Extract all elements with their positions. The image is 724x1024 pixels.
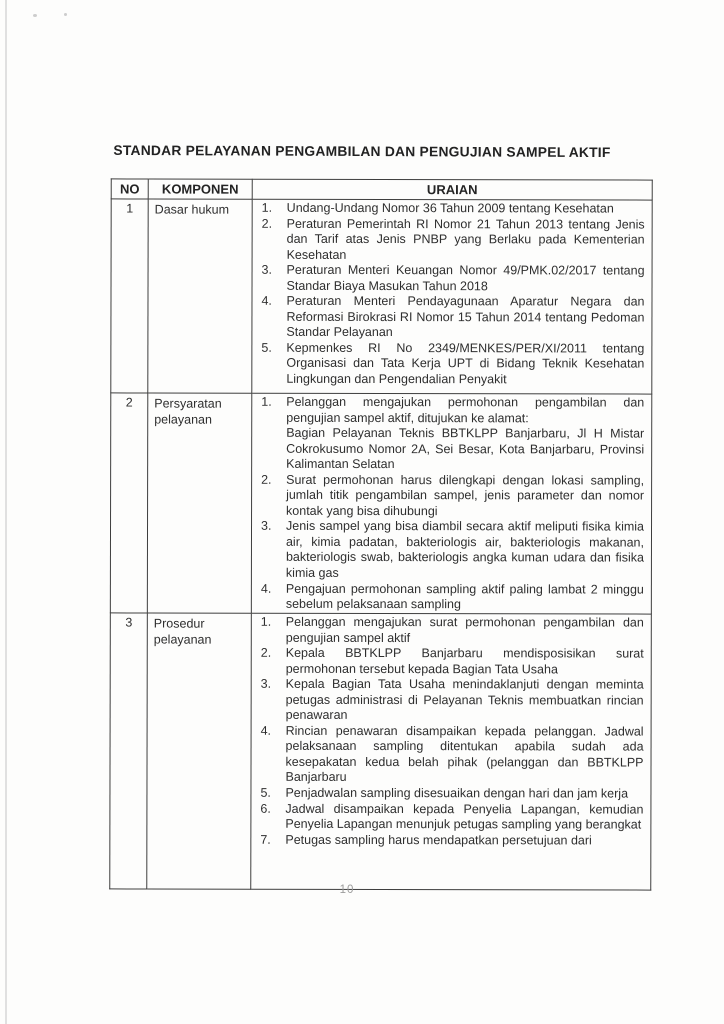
uraian-item <box>260 472 644 519</box>
uraian-cell <box>251 613 652 890</box>
row-number-cell: 1 <box>111 199 148 393</box>
table-row <box>110 613 652 890</box>
item-text: Penjadwalan sampling disesuaikan dengan hari dan jam kerja <box>285 785 629 801</box>
table-header <box>111 179 652 200</box>
komponen-cell: Persyaratan pelayanan <box>147 393 251 613</box>
item-number: 3. <box>260 676 272 691</box>
item-number: 4. <box>261 294 272 309</box>
table-row <box>110 393 651 614</box>
uraian-item <box>260 581 644 613</box>
uraian-item <box>261 201 645 217</box>
standar-pelayanan-table <box>109 178 652 890</box>
item-text: Kepala BBTKLPP Banjarbaru mendisposisikan surat permohonan tersebut kepada Bagian Tata Usaha <box>285 645 644 677</box>
uraian-item <box>260 341 644 388</box>
item-number: 2. <box>261 472 272 487</box>
row-number-cell: 2 <box>110 393 147 613</box>
item-number: 2. <box>261 216 273 231</box>
table-body <box>110 199 652 890</box>
scan-speck <box>33 14 37 17</box>
table-row <box>111 199 652 394</box>
uraian-item <box>260 395 644 474</box>
uraian-item <box>260 646 644 678</box>
item-text: Kepala Bagian Tata Usaha menindaklanjuti dengan meminta petugas administrasi di Pelayanan Teknis membuatkan rincian penawaran <box>285 676 644 723</box>
item-number: 3. <box>261 519 272 534</box>
uraian-item <box>260 677 644 724</box>
item-text: Pengajuan permohonan sampling aktif paling lambat 2 minggu sebelum pelaksanaan sampling <box>285 581 644 612</box>
uraian-item <box>261 263 645 295</box>
uraian-item <box>259 786 643 802</box>
item-number: 7. <box>260 832 271 847</box>
item-text: Surat permohonan harus dilengkapi dengan lokasi sampling, jumlah titik pengambilan sampel, jenis parameter dan nomor kontak yang bisa dihubungi <box>286 472 645 518</box>
uraian-item <box>260 294 644 341</box>
item-number: 3. <box>261 262 273 277</box>
item-number: 4. <box>260 581 272 596</box>
item-text: Pelanggan mengajukan surat permohonan pengambilan dan pengujian sampel aktif <box>285 614 644 645</box>
document-title: STANDAR PELAYANAN PENGAMBILAN DAN PENGUJIAN SAMPEL AKTIF <box>113 142 611 161</box>
item-number: 1. <box>261 394 272 409</box>
uraian-cell <box>251 393 651 614</box>
item-number: 5. <box>261 340 272 355</box>
scan-speck <box>64 13 67 16</box>
uraian-cell <box>252 199 652 394</box>
item-number: 1. <box>260 614 272 629</box>
item-text: Kepmenkes RI No 2349/MENKES/PER/XI/2011 tentang Organisasi dan Tata Kerja UPT di Bidang Teknik Kesehatan Lingkungan dan Pengendalian Penyakit <box>286 340 645 387</box>
item-number: 1. <box>261 200 273 215</box>
uraian-item <box>259 801 643 833</box>
row-number-cell: 3 <box>110 613 148 889</box>
komponen-cell: Dasar hukum <box>148 199 252 393</box>
item-text: Pelanggan mengajukan permohonan pengambilan dan pengujian sampel aktif, ditujukan ke alamat: Bagian Pelayanan Teknis BBTKLPP Banjarbaru, Jl H Mistar Cokrokusumo Nomor 2A, Sei Besar, Kota Banjarbaru, Provinsi Kalimantan Selatan <box>286 394 645 472</box>
item-number: 2. <box>260 645 272 660</box>
item-text: Petugas sampling harus mendapatkan persetujuan dari <box>285 832 592 848</box>
uraian-item <box>260 615 644 647</box>
item-text: Undang-Undang Nomor 36 Tahun 2009 tentang Kesehatan <box>286 200 614 216</box>
item-number: 4. <box>260 723 272 738</box>
item-number: 6. <box>260 801 271 816</box>
item-number: 5. <box>260 785 271 800</box>
header-no: NO <box>111 179 148 199</box>
komponen-cell: Prosedur pelayanan <box>147 613 252 889</box>
item-text: Peraturan Menteri Pendayagunaan Aparatur Negara dan Reformasi Birokrasi RI Nomor 15 Tahun 2014 tentang Pedoman Standar Pelayanan <box>286 294 645 340</box>
uraian-item <box>260 519 644 582</box>
header-komponen: KOMPONEN <box>148 179 252 199</box>
page-number: 10 <box>339 884 355 896</box>
uraian-item <box>259 724 643 787</box>
item-text: Jadwal disampaikan kepada Penyelia Lapangan, kemudian Penyelia Lapangan menunjuk petugas sampling yang berangkat <box>285 801 644 832</box>
uraian-item <box>261 216 645 263</box>
item-text: Rincian penawaran disampaikan kepada pelanggan. Jadwal pelaksanaan sampling ditentukan apabila sudah ada kesepakatan kedua belah pihak (pelanggan dan BBTKLPP Banjarbaru <box>285 723 644 785</box>
item-text: Peraturan Menteri Keuangan Nomor 49/PMK.02/2017 tentang Standar Biaya Masukan Tahun 2018 <box>286 262 645 293</box>
item-text: Jenis sampel yang bisa diambil secara aktif meliputi fisika kimia air, kimia padatan, bakteriologis air, bakteriologis makanan, bakteriologis swab, bakteriologis angka kuman udara dan fisika kimia gas <box>285 519 645 580</box>
uraian-item <box>259 832 643 848</box>
item-text: Peraturan Pemerintah RI Nomor 21 Tahun 2013 tentang Jenis dan Tarif atas Jenis PNBP yang Berlaku pada Kementerian Kesehatan <box>286 216 645 262</box>
header-uraian: URAIAN <box>252 179 652 200</box>
